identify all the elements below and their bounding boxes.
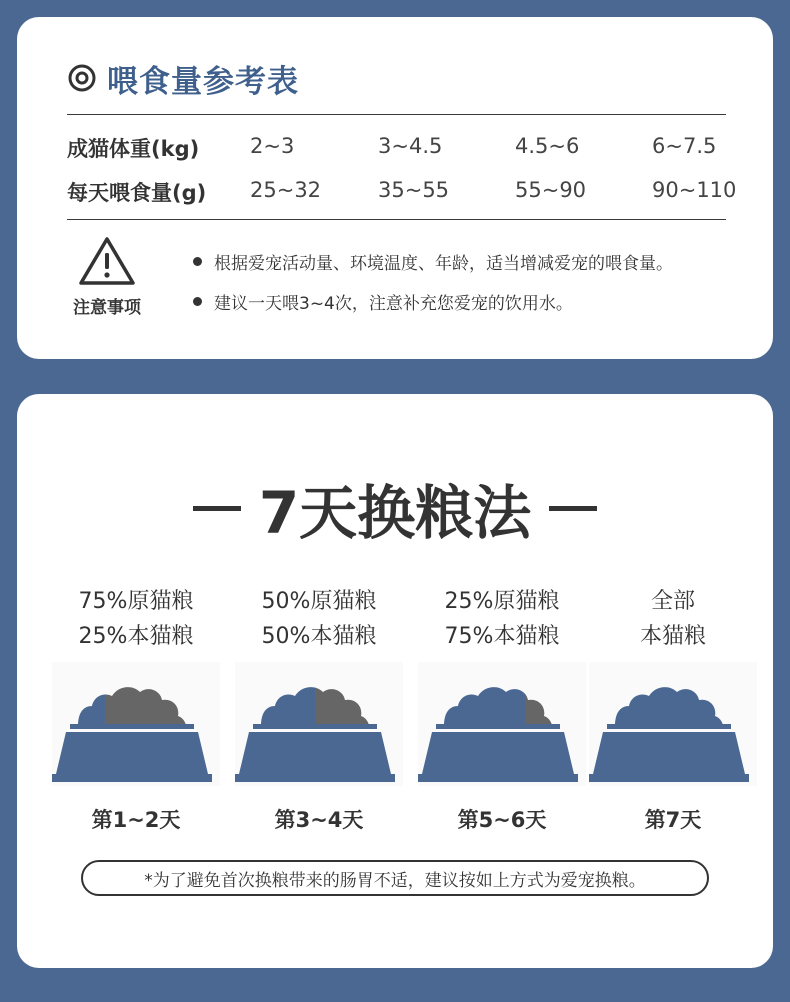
bowl-base bbox=[589, 774, 749, 782]
bowl-base bbox=[418, 774, 578, 782]
bowl-body bbox=[593, 732, 745, 774]
stage-day1-2 bbox=[41, 584, 231, 834]
note-item bbox=[193, 249, 673, 274]
warning-block bbox=[61, 235, 153, 318]
bowl-graphic bbox=[418, 662, 586, 786]
bowl-body bbox=[422, 732, 574, 774]
warning-triangle-icon bbox=[77, 235, 137, 287]
warning-label: 注意事项 bbox=[73, 298, 141, 318]
feeding-card bbox=[17, 17, 773, 359]
target-icon bbox=[67, 63, 97, 93]
stage-day7 bbox=[578, 584, 768, 834]
bowl-graphic bbox=[235, 662, 403, 786]
amount-cell: 90~110 bbox=[652, 178, 737, 202]
title-dash-left bbox=[193, 506, 241, 511]
bowl-rim bbox=[436, 724, 560, 729]
switch-card bbox=[17, 394, 773, 968]
food-bowl bbox=[235, 662, 403, 786]
stage-day-label: 第3~4天 bbox=[274, 808, 364, 832]
stage-day5-6 bbox=[407, 584, 597, 834]
bullet-icon bbox=[193, 297, 202, 306]
stage-day-label: 第7天 bbox=[644, 808, 702, 832]
bowl-rim bbox=[607, 724, 731, 729]
amount-cell: 55~90 bbox=[515, 178, 587, 202]
stage-ratio-line1: 75%原猫粮 bbox=[78, 589, 194, 614]
bowl-body bbox=[56, 732, 208, 774]
amount-row-label: 每天喂食量(g) bbox=[67, 181, 207, 205]
bowl-graphic bbox=[589, 662, 757, 786]
stage-ratio-line2: 75%本猫粮 bbox=[444, 624, 560, 649]
feeding-title-row bbox=[67, 55, 299, 101]
table-bottom-divider bbox=[67, 219, 726, 220]
weight-cell: 2~3 bbox=[250, 134, 295, 158]
bowl-rim bbox=[253, 724, 377, 729]
stage-day-label: 第5~6天 bbox=[457, 808, 547, 832]
bullet-icon bbox=[193, 257, 202, 266]
note-text: 建议一天喂3~4次，注意补充您爱宠的饮用水。 bbox=[214, 294, 573, 314]
food-bowl bbox=[418, 662, 586, 786]
note-item bbox=[193, 289, 573, 314]
weight-cell: 4.5~6 bbox=[515, 134, 580, 158]
stage-ratio-line2: 50%本猫粮 bbox=[261, 624, 377, 649]
feeding-title: 喂食量参考表 bbox=[107, 63, 299, 100]
weight-row-label: 成猫体重(kg) bbox=[67, 137, 200, 161]
switch-title-row bbox=[17, 466, 773, 550]
food-bowl bbox=[589, 662, 757, 786]
bowl-base bbox=[52, 774, 212, 782]
table-top-divider bbox=[67, 114, 726, 115]
stage-ratio-line2: 25%本猫粮 bbox=[78, 624, 194, 649]
food-bowl bbox=[52, 662, 220, 786]
bowl-body bbox=[239, 732, 391, 774]
stage-day-label: 第1~2天 bbox=[91, 808, 181, 832]
bowl-rim bbox=[70, 724, 194, 729]
stage-ratio-line1: 25%原猫粮 bbox=[444, 589, 560, 614]
amount-cell: 35~55 bbox=[378, 178, 450, 202]
switch-tip: *为了避免首次换粮带来的肠胃不适，建议按如上方式为爱宠换粮。 bbox=[81, 860, 709, 896]
bowl-graphic bbox=[52, 662, 220, 786]
stage-ratio-line1: 全部 bbox=[650, 589, 695, 614]
weight-cell: 6~7.5 bbox=[652, 134, 717, 158]
weight-cell: 3~4.5 bbox=[378, 134, 443, 158]
switch-title: 7天换粮法 bbox=[258, 479, 532, 547]
bowl-base bbox=[235, 774, 395, 782]
stage-ratio-line1: 50%原猫粮 bbox=[261, 589, 377, 614]
title-dash-right bbox=[549, 506, 597, 511]
stage-day3-4 bbox=[224, 584, 414, 834]
amount-cell: 25~32 bbox=[250, 178, 322, 202]
note-text: 根据爱宠活动量、环境温度、年龄，适当增减爱宠的喂食量。 bbox=[214, 254, 673, 274]
stage-ratio-line2: 本猫粮 bbox=[639, 624, 706, 649]
